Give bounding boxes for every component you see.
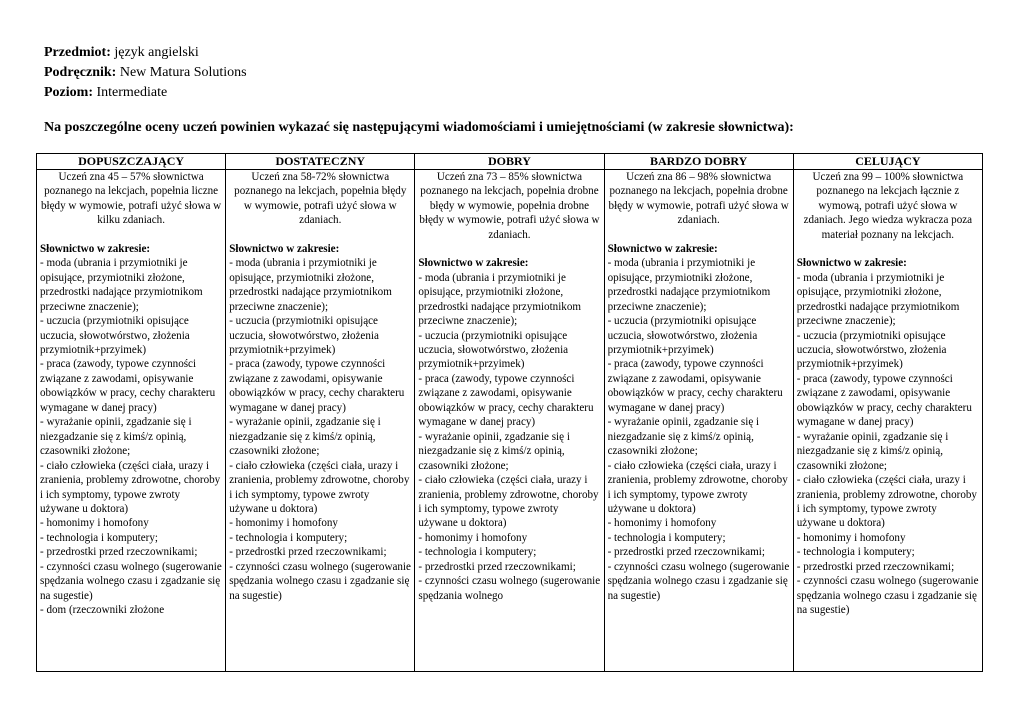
cell-content [229, 170, 411, 671]
level-value: Intermediate [96, 85, 168, 100]
list-item: - przedrostki przed rzeczownikami; [229, 546, 387, 559]
grade-description: Uczeń zna 99 – 100% słownictwa poznanego na lekcjach łącznie z wymową, potrafi użyć słowa w zdaniach. Jego wiedza wykracza poza materiał poznany na lekcjach. [803, 171, 973, 241]
subject-line [44, 43, 247, 63]
table-row [37, 170, 983, 672]
list-item: - przedrostki przed rzeczownikami; [607, 546, 765, 559]
list-item: - moda (ubrania i przymiotniki je opisujące, przymiotniki złożone, przedrostki nadające przymiotnikom przeciwne znaczenie); [418, 271, 582, 328]
list-item: - moda (ubrania i przymiotniki je opisujące, przymiotniki złożone, przedrostki nadające przymiotnikom przeciwne znaczenie); [40, 257, 203, 313]
list-item: - wyrażanie opinii, zgadzanie się i niezgadzanie się z kimś/z opinią, czasowniki złożone; [796, 430, 949, 472]
grade-cell [604, 170, 793, 672]
level-label: Poziom: [44, 85, 93, 100]
vocabulary-heading: Słownictwo w zakresie: [229, 242, 340, 255]
grade-cell [226, 170, 415, 672]
list-item: - ciało człowieka (części ciała, urazy i zranienia, problemy zdrowotne, choroby i ich symptomy, typowe zwroty używane u doktora) [796, 474, 977, 530]
list-item: - uczucia (przymiotniki opisujące uczucia, słowotwórstwo, złożenia przymiotnik+przyimek) [40, 315, 190, 356]
list-item: - uczucia (przymiotniki opisujące uczucia, słowotwórstwo, złożenia przymiotnik+przyimek) [229, 315, 379, 356]
grade-description: Uczeń zna 86 – 98% słownictwa poznanego na lekcjach, popełnia drobne błędy w wymowie, potrafi użyć słowa w zdaniach. [608, 171, 789, 227]
list-item: - czynności czasu wolnego (sugerowanie spędzania wolnego czasu i zgadzanie się na sugestie) [40, 560, 222, 602]
list-item: - technologia i komputery; [40, 531, 158, 544]
column-header: DOBRY [415, 154, 604, 170]
textbook-value: New Matura Solutions [119, 65, 247, 80]
subject-label: Przedmiot: [44, 45, 111, 60]
list-item: - uczucia (przymiotniki opisujące uczucia, słowotwórstwo, złożenia przymiotnik+przyimek) [418, 329, 569, 371]
list-item: - technologia i komputery; [796, 546, 915, 559]
list-item: - czynności czasu wolnego (sugerowanie spędzania wolnego czasu i zgadzanie się na sugestie) [229, 560, 411, 602]
list-item: - uczucia (przymiotniki opisujące uczucia, słowotwórstwo, złożenia przymiotnik+przyimek) [607, 315, 758, 356]
list-item: - uczucia (przymiotniki opisujące uczucia, słowotwórstwo, złożenia przymiotnik+przyimek) [796, 329, 947, 371]
column-header: DOSTATECZNY [226, 154, 415, 170]
textbook-label: Podręcznik: [44, 65, 117, 80]
table-header-row [37, 154, 983, 170]
list-item: - wyrażanie opinii, zgadzanie się i niezgadzanie się z kimś/z opinią, czasowniki złożone; [40, 416, 192, 458]
grade-description: Uczeń zna 58-72% słownictwa poznanego na lekcjach, popełnia błędy w wymowie, potrafi użyć słowa w zdaniach. [234, 171, 407, 227]
list-item: - praca (zawody, typowe czynności związane z zawodami, opisywanie obowiązków w pracy, cechy charakteru wymagane w danej pracy) [418, 372, 594, 429]
list-item: - czynności czasu wolnego (sugerowanie spędzania wolnego czasu i zgadzanie się na sugestie) [796, 575, 979, 617]
list-item: - wyrażanie opinii, zgadzanie się i niezgadzanie się z kimś/z opinią, czasowniki złożone; [229, 416, 381, 458]
vocabulary-list [608, 256, 790, 603]
list-item: - praca (zawody, typowe czynności związane z zawodami, opisywanie obowiązków w pracy, cechy charakteru wymagane w danej pracy) [796, 372, 972, 429]
list-item: - ciało człowieka (części ciała, urazy i zranienia, problemy zdrowotne, choroby i ich symptomy, typowe zwroty używane u doktora) [229, 459, 410, 515]
list-item: - dom (rzeczowniki złożone [40, 604, 165, 617]
cell-content [418, 170, 600, 671]
list-item: - praca (zawody, typowe czynności związane z zawodami, opisywanie obowiązków w pracy, cechy charakteru wymagane w danej pracy) [229, 358, 405, 414]
list-item: - przedrostki przed rzeczownikami; [418, 560, 576, 573]
vocabulary-list [229, 256, 411, 603]
list-item: - homonimy i homofony [40, 517, 149, 530]
column-header: DOPUSZCZAJĄCY [37, 154, 226, 170]
vocabulary-list [40, 256, 222, 617]
cell-content [608, 170, 790, 671]
list-item: - homonimy i homofony [796, 531, 906, 544]
list-item: - wyrażanie opinii, zgadzanie się i niezgadzanie się z kimś/z opinią, czasowniki złożone; [607, 416, 760, 458]
list-item: - moda (ubrania i przymiotniki je opisujące, przymiotniki złożone, przedrostki nadające przymiotnikom przeciwne znaczenie); [607, 257, 771, 313]
intro-heading: Na poszczególne oceny uczeń powinien wykazać się następującymi wiadomościami i umiejętnościami (w zakresie słownictwa): [44, 120, 794, 135]
column-header: BARDZO DOBRY [604, 154, 793, 170]
list-item: - moda (ubrania i przymiotniki je opisujące, przymiotniki złożone, przedrostki nadające przymiotnikom przeciwne znaczenie); [796, 271, 960, 328]
list-item: - ciało człowieka (części ciała, urazy i zranienia, problemy zdrowotne, choroby i ich symptomy, typowe zwroty używane u doktora) [40, 459, 221, 515]
list-item: - praca (zawody, typowe czynności związane z zawodami, opisywanie obowiązków w pracy, cechy charakteru wymagane w danej pracy) [40, 358, 216, 414]
list-item: - homonimy i homofony [418, 531, 528, 544]
list-item: - technologia i komputery; [229, 531, 348, 544]
cell-content [797, 170, 979, 671]
list-item: - praca (zawody, typowe czynności związane z zawodami, opisywanie obowiązków w pracy, cechy charakteru wymagane w danej pracy) [607, 358, 783, 414]
list-item: - moda (ubrania i przymiotniki je opisujące, przymiotniki złożone, przedrostki nadające przymiotnikom przeciwne znaczenie); [229, 257, 392, 313]
list-item: - przedrostki przed rzeczownikami; [796, 560, 955, 573]
vocabulary-heading: Słownictwo w zakresie: [40, 242, 151, 255]
list-item: - czynności czasu wolnego (sugerowanie spędzania wolnego [418, 575, 601, 602]
grade-description: Uczeń zna 45 – 57% słownictwa poznanego na lekcjach, popełnia liczne błędy w wymowie, potrafi użyć słowa w kilku zdaniach. [40, 171, 222, 227]
vocabulary-heading: Słownictwo w zakresie: [796, 257, 907, 270]
subject-value: język angielski [114, 45, 199, 60]
list-item: - technologia i komputery; [607, 531, 726, 544]
document-header [44, 43, 247, 103]
list-item: - homonimy i homofony [607, 517, 717, 530]
list-item: - przedrostki przed rzeczownikami; [40, 546, 198, 559]
grading-table [36, 153, 983, 672]
list-item: - homonimy i homofony [229, 517, 338, 530]
grade-cell [793, 170, 982, 672]
vocabulary-heading: Słownictwo w zakresie: [607, 242, 718, 255]
grade-description: Uczeń zna 73 – 85% słownictwa poznanego na lekcjach, popełnia drobne błędy w wymowie, popełnia drobne błędy w wymowie, potrafi użyć słowa w zdaniach. [419, 171, 600, 241]
grade-cell [37, 170, 226, 672]
list-item: - czynności czasu wolnego (sugerowanie spędzania wolnego czasu i zgadzanie się na sugestie) [607, 560, 790, 602]
grade-cell [415, 170, 604, 672]
list-item: - ciało człowieka (części ciała, urazy i zranienia, problemy zdrowotne, choroby i ich symptomy, typowe zwroty używane u doktora) [607, 459, 788, 515]
column-header: CELUJĄCY [793, 154, 982, 170]
cell-content [40, 170, 222, 671]
vocabulary-list [418, 271, 600, 603]
vocabulary-heading: Słownictwo w zakresie: [418, 257, 529, 270]
list-item: - technologia i komputery; [418, 546, 537, 559]
list-item: - ciało człowieka (części ciała, urazy i zranienia, problemy zdrowotne, choroby i ich symptomy, typowe zwroty używane u doktora) [418, 474, 599, 530]
level-line [44, 83, 247, 103]
textbook-line [44, 63, 247, 83]
list-item: - wyrażanie opinii, zgadzanie się i niezgadzanie się z kimś/z opinią, czasowniki złożone; [418, 430, 570, 472]
vocabulary-list [797, 271, 979, 618]
